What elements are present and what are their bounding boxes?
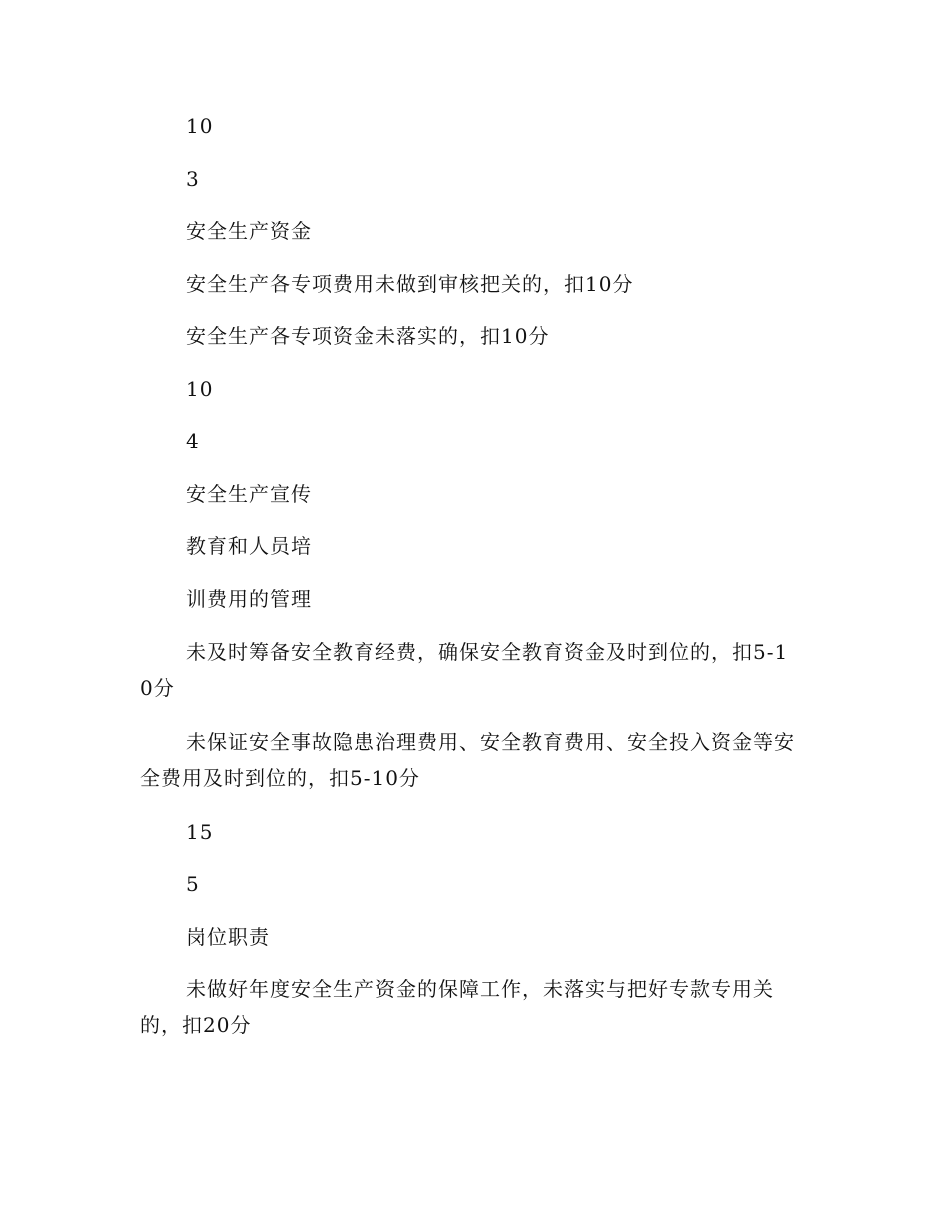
item-title: 安全生产资金 [186, 219, 312, 243]
item-number: 5 [186, 872, 200, 896]
item-number: 4 [186, 429, 200, 453]
item-number: 3 [186, 167, 200, 191]
criterion-text: 安全生产各专项资金未落实的，扣10分 [186, 324, 550, 348]
item-title: 安全生产宣传 [186, 482, 312, 506]
criterion-text: 未保证安全事故隐患治理费用、安全教育费用、安全投入资金等安全费用及时到位的，扣5-10分 [140, 730, 795, 790]
criterion-text: 未做好年度安全生产资金的保障工作，未落实与把好专款专用关的，扣20分 [140, 977, 774, 1037]
score-value: 10 [186, 114, 214, 138]
criterion-text: 未及时筹备安全教育经费，确保安全教育资金及时到位的，扣5-10分 [140, 640, 789, 700]
item-title: 岗位职责 [186, 925, 270, 949]
item-title: 教育和人员培 [186, 534, 312, 558]
item-title: 训费用的管理 [186, 587, 312, 611]
criterion-text: 安全生产各专项费用未做到审核把关的，扣10分 [186, 272, 634, 296]
score-value: 15 [186, 820, 214, 844]
score-value: 10 [186, 377, 214, 401]
